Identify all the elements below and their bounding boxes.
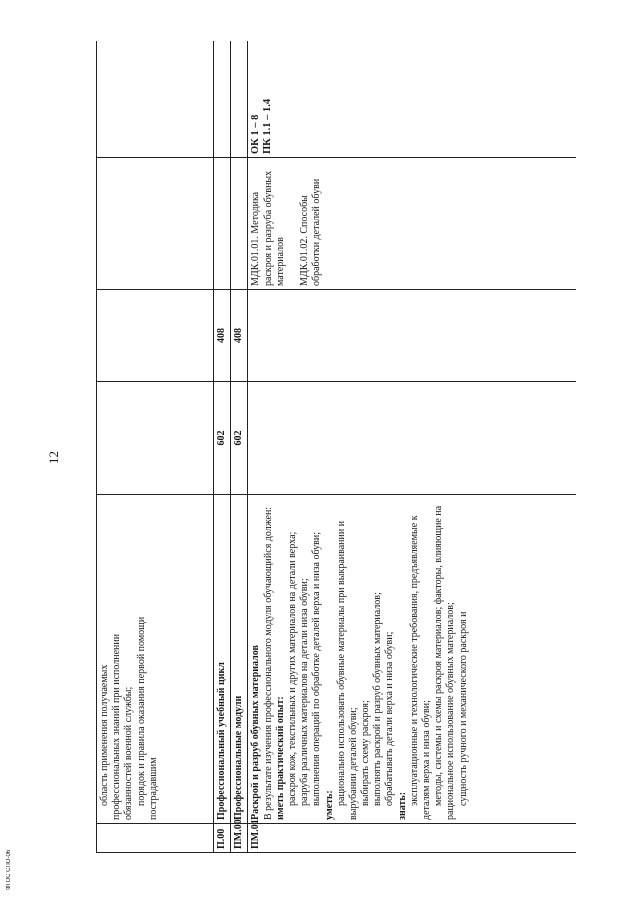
- cell-cycle-code: П.00: [214, 824, 231, 853]
- cell-modules-title: Профессиональные модули: [231, 495, 248, 824]
- mdk-item: МДК.01.02. Способы обработки деталей обуви: [298, 178, 323, 286]
- cell-cycle-max-load: 602: [214, 382, 231, 495]
- cell-mdk-list: [248, 158, 576, 290]
- cell-empty: [231, 41, 248, 158]
- knowledge-item: сущность ручного и механического раскроя и: [457, 611, 469, 806]
- knowledge-item: методы, системы и схемы раскроя материалов; факторы, влияющие на рациональное использование обувных материалов;: [433, 505, 457, 820]
- table-row-continuation: [97, 41, 214, 853]
- cell-modules-required-load: 408: [231, 290, 248, 382]
- cell-description: [97, 495, 214, 824]
- table-row-modules: [231, 41, 248, 853]
- mdk-item: МДК.01.01. Методика раскроя и разруба обувных материалов: [250, 170, 286, 286]
- experience-heading: иметь практический опыт:: [274, 696, 286, 820]
- page-number: 12: [46, 451, 61, 464]
- text-line: обязанностей военной службы;: [123, 686, 135, 820]
- cell-modules-code: ПМ.00: [231, 824, 248, 853]
- skill-item: рационально использовать обувные материалы при выкраивании и вырубании деталей обуви;: [335, 520, 359, 820]
- cell-pm-code: ПМ.01: [248, 824, 576, 853]
- text-line: пострадавшим: [147, 757, 159, 820]
- cell-discipline-empty: [97, 158, 214, 290]
- cell-empty: [248, 290, 576, 382]
- cell-max-load-empty: [97, 382, 214, 495]
- cell-cycle-required-load: 408: [214, 290, 231, 382]
- cell-required-load-empty: [97, 290, 214, 382]
- cell-empty: [214, 158, 231, 290]
- text-line: профессиональных знаний при исполнении: [111, 633, 123, 820]
- experience-item: разруба различных материалов на детали низа обуви;: [299, 578, 311, 806]
- curriculum-table: [96, 41, 576, 853]
- text-line: область применения получаемых: [99, 664, 110, 806]
- cell-competencies: [248, 41, 576, 158]
- cell-empty: [248, 382, 576, 495]
- skills-heading: уметь:: [323, 790, 335, 820]
- competency-ok: ОК 1 – 8: [250, 114, 262, 154]
- footer-code: ФГОС СПО-06: [6, 849, 12, 890]
- cell-cycle-title: Профессиональный учебный цикл: [214, 495, 231, 824]
- skill-item: обрабатывать детали верха и низа обуви;: [384, 631, 396, 806]
- cell-empty: [214, 41, 231, 158]
- experience-item: раскроя кож, текстильных и других материалов на детали верха;: [286, 531, 298, 806]
- knowledge-item: эксплуатационные и технологические требования, предъявляемые к деталям верха и низа обуви;: [408, 515, 432, 820]
- cell-empty: [231, 158, 248, 290]
- pm-intro: В результате изучения профессионального модуля обучающийся должен:: [262, 506, 274, 820]
- competency-pk: ПК 1.1 – 1.4: [262, 98, 274, 154]
- cell-competence-empty: [97, 41, 214, 158]
- text-line: порядок и правила оказания первой помощи: [135, 616, 147, 806]
- table-row-cycle: [214, 41, 231, 853]
- table-row-module-pm01: [248, 41, 576, 853]
- skill-item: выбирать схему раскроя;: [360, 700, 372, 806]
- curriculum-table-frame: [96, 41, 576, 853]
- pm-title: Раскрой и разруб обувных материалов: [250, 645, 262, 820]
- curriculum-table-rotated: [96, 41, 576, 853]
- skill-item: выполнять раскрой и разруб обувных материалов;: [372, 592, 384, 806]
- knowledge-heading: знать:: [396, 791, 408, 820]
- cell-modules-max-load: 602: [231, 382, 248, 495]
- cell-pm-content: [248, 495, 576, 824]
- experience-item: выполнения операций по обработке деталей верха и низа обуви;: [311, 531, 323, 806]
- cell-index-empty: [97, 824, 214, 853]
